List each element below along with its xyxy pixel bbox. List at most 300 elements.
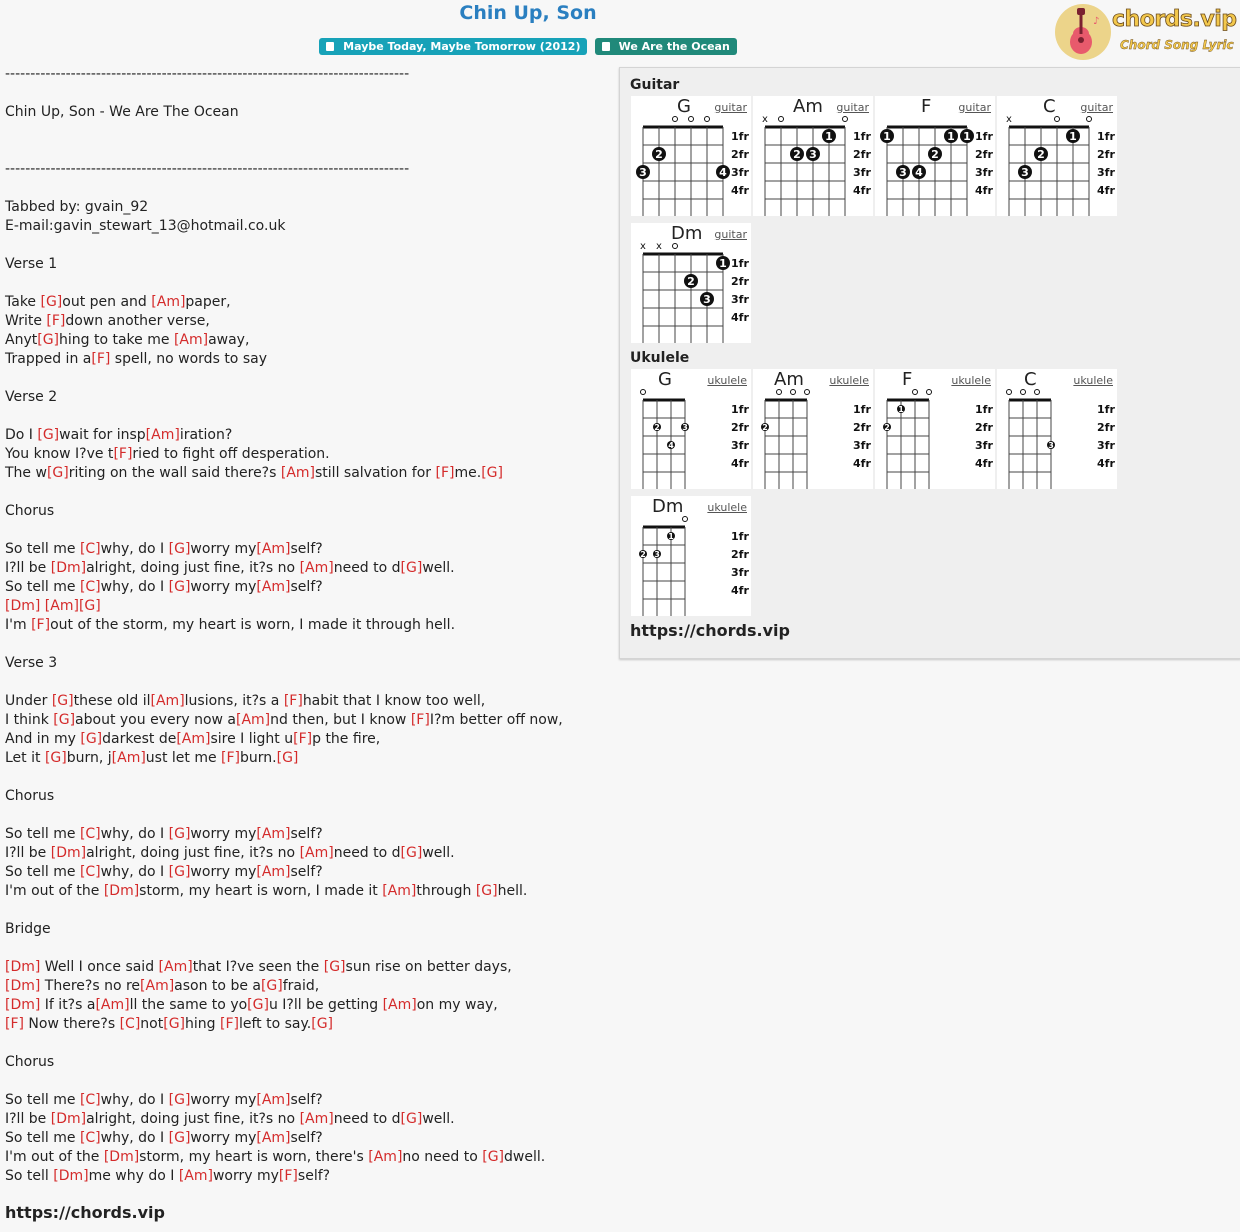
instrument-link[interactable]: guitar [958, 101, 991, 114]
lyric-text: down another verse, [65, 313, 210, 329]
lyric-text: I?ll be [5, 560, 51, 576]
lyric-text: I'm out of the [5, 1149, 104, 1165]
svg-text:3: 3 [899, 166, 907, 179]
lyric-line [5, 502, 615, 521]
fretboard-diagram [753, 96, 873, 216]
lyric-text: worry my [190, 826, 257, 842]
chord-name: G [677, 96, 691, 117]
chord-token[interactable]: [G] [37, 427, 60, 443]
lyric-text: out pen and [62, 294, 152, 310]
lyric-text: worry my [190, 1092, 257, 1108]
lyric-text: So tell me [5, 1092, 80, 1108]
finger-dot [716, 165, 730, 179]
lyric-text: Write [5, 313, 47, 329]
fret-number-label: 3fr [731, 166, 749, 179]
lyric-line [5, 844, 615, 863]
open-string-marker [913, 390, 918, 395]
lyric-text: The w [5, 465, 47, 481]
chord-token[interactable]: [Am] [158, 959, 193, 975]
chord-name: G [658, 369, 672, 390]
chord-token[interactable]: [Am] [256, 864, 291, 880]
lyric-line [5, 274, 615, 293]
lyric-line [5, 920, 615, 939]
lyric-text: spell, no words to say [110, 351, 267, 367]
song-title: Chin Up, Son [459, 2, 597, 24]
chord-token[interactable]: [Am] [44, 598, 79, 614]
lyric-text: why, do I [100, 864, 169, 880]
finger-dot [1018, 165, 1032, 179]
open-string-marker [673, 244, 678, 249]
lyric-text: need to d [333, 560, 401, 576]
chord-token[interactable]: [G] [80, 731, 103, 747]
lyric-line [5, 958, 615, 977]
lyric-text: So tell [5, 1168, 54, 1184]
lyric-line [5, 882, 615, 901]
fretboard-diagram [875, 369, 995, 489]
chord-token[interactable]: [G] [168, 1130, 191, 1146]
lyric-text: worry my [212, 1168, 279, 1184]
panel-url[interactable]: https://chords.vip [630, 621, 790, 640]
chord-name: Am [774, 369, 804, 390]
chord-token[interactable]: [G] [44, 750, 67, 766]
lyric-line [5, 255, 615, 274]
chord-token[interactable]: [G] [475, 883, 498, 899]
muted-string-marker: x [762, 114, 768, 125]
chord-token[interactable]: [G] [37, 332, 60, 348]
lyric-text: lusions, it?s a [184, 693, 284, 709]
chord-token[interactable]: [F] [91, 351, 111, 367]
lyric-line [5, 331, 615, 350]
chord-token[interactable]: [G] [247, 997, 269, 1013]
album-badge[interactable] [319, 38, 587, 55]
lyric-line [5, 407, 615, 426]
chord-token[interactable]: [G] [400, 845, 423, 861]
chord-token[interactable]: [G] [168, 826, 191, 842]
instrument-link[interactable]: ukulele [707, 501, 747, 514]
chord-token[interactable]: [F] [5, 1016, 24, 1032]
chord-card-c-guitar[interactable] [997, 96, 1117, 216]
lyric-text: fraid, [282, 978, 320, 994]
lyric-text: need to d [333, 845, 401, 861]
chord-token[interactable]: [Am] [95, 997, 130, 1013]
lyric-text: self? [290, 541, 323, 557]
chord-card-c-ukulele[interactable] [997, 369, 1117, 489]
lyric-text: me. [454, 465, 482, 481]
lyric-text: storm, my heart is worn, I made it [139, 883, 383, 899]
lyric-line [5, 996, 615, 1015]
chord-card-f-ukulele[interactable] [875, 369, 995, 489]
lyric-text: And in my [5, 731, 81, 747]
logo-tagline: Chord Song Lyric [1120, 38, 1234, 52]
fret-number-label: 1fr [731, 403, 749, 416]
finger-dot [1066, 129, 1080, 143]
fret-number-label: 1fr [731, 257, 749, 270]
lyric-text: away, [208, 332, 250, 348]
chord-token[interactable]: [F] [410, 712, 430, 728]
open-string-marker [805, 390, 810, 395]
fret-number-label: 1fr [853, 130, 871, 143]
lyric-text: about you every now a [75, 712, 236, 728]
chord-token[interactable]: [Dm] [50, 1111, 87, 1127]
lyric-line [5, 312, 615, 331]
chord-token[interactable]: [Am] [151, 294, 186, 310]
fret-number-label: 2fr [731, 421, 749, 434]
lyric-line [5, 369, 615, 388]
lyric-line [5, 1148, 615, 1167]
chord-token[interactable]: [F] [435, 465, 455, 481]
finger-dot [960, 129, 974, 143]
fretboard-diagram [997, 96, 1117, 216]
lyric-line [5, 483, 615, 502]
instrument-link[interactable]: guitar [836, 101, 869, 114]
lyric-text: Take [5, 294, 41, 310]
lyric-text: So tell me [5, 541, 80, 557]
open-string-marker [843, 117, 848, 122]
svg-text:3: 3 [1021, 166, 1029, 179]
finger-dot [897, 405, 905, 414]
chord-token[interactable]: [Am] [173, 332, 209, 348]
lyric-line [5, 1110, 615, 1129]
open-string-marker [673, 117, 678, 122]
lyric-text: I think [5, 712, 54, 728]
open-string-marker [791, 390, 796, 395]
chord-token[interactable]: [C] [79, 1092, 101, 1108]
fretboard-diagram [631, 496, 751, 616]
chord-token[interactable]: [Am] [176, 731, 211, 747]
chord-name: Dm [652, 496, 684, 517]
fret-number-label: 3fr [975, 166, 993, 179]
artist-badge[interactable] [595, 38, 737, 55]
lyric-text: self? [290, 1130, 323, 1146]
lyric-line [5, 198, 615, 217]
lyric-text: Chorus [5, 788, 55, 804]
guitar-heading: Guitar [630, 77, 680, 93]
chord-token[interactable]: [C] [79, 1130, 101, 1146]
lyric-line [5, 236, 615, 255]
lyric-text: self? [290, 579, 323, 595]
chord-token[interactable]: [G] [323, 959, 346, 975]
chord-token[interactable]: [G] [53, 712, 76, 728]
instrument-link[interactable]: ukulele [951, 374, 991, 387]
chord-token[interactable]: [F] [46, 313, 66, 329]
chord-token[interactable]: [G] [163, 1016, 186, 1032]
open-string-marker [705, 117, 710, 122]
finger-dot [700, 292, 714, 306]
lyric-text: Under [5, 693, 52, 709]
fret-number-label: 3fr [1097, 439, 1115, 452]
lyric-line [5, 749, 615, 768]
chord-token[interactable]: [F] [31, 617, 51, 633]
lyric-text: storm, my heart is worn, there's [139, 1149, 369, 1165]
instrument-link[interactable]: ukulele [707, 374, 747, 387]
fret-number-label: 1fr [975, 130, 993, 143]
lyric-text: -------------------------------------------------------------------------------- [5, 66, 410, 82]
svg-text:1: 1 [1069, 130, 1077, 143]
chord-token[interactable]: [Dm] [5, 997, 41, 1013]
chord-token[interactable]: [Dm] [5, 598, 41, 614]
lyric-line [5, 141, 615, 160]
lyric-text: burn, j [66, 750, 112, 766]
fret-number-label: 2fr [1097, 421, 1115, 434]
chord-token[interactable]: [Am] [368, 1149, 403, 1165]
fret-number-label: 2fr [975, 148, 993, 161]
instrument-link[interactable]: ukulele [829, 374, 869, 387]
lyric-text: well. [422, 845, 455, 861]
instrument-link[interactable]: guitar [714, 228, 747, 241]
fret-number-label: 3fr [853, 439, 871, 452]
lyric-text: paper, [185, 294, 231, 310]
lyric-text: out of the storm, my heart is worn, I made it through hell. [50, 617, 456, 633]
lyric-text: darkest de [102, 731, 177, 747]
lyric-line [5, 521, 615, 540]
open-string-marker [683, 517, 688, 522]
chord-token[interactable]: [Am] [256, 541, 291, 557]
svg-text:1: 1 [883, 130, 891, 143]
svg-text:2: 2 [1037, 148, 1045, 161]
chord-token[interactable]: [F] [113, 446, 133, 462]
lyric-text: So tell me [5, 864, 80, 880]
chord-token[interactable]: [F] [278, 1168, 298, 1184]
fret-number-label: 3fr [731, 293, 749, 306]
lyric-line [5, 464, 615, 483]
chord-token[interactable]: [Dm] [103, 883, 140, 899]
lyric-text: E-mail:gavin_stewart_13@hotmail.co.uk [5, 218, 286, 234]
lyric-text: sun rise on better days, [345, 959, 512, 975]
chord-token[interactable]: [G] [168, 864, 191, 880]
chord-token[interactable]: [Am] [140, 978, 175, 994]
fretboard-diagram [631, 96, 751, 216]
chord-token[interactable]: [C] [79, 826, 101, 842]
chord-token[interactable]: [C] [79, 579, 101, 595]
chord-token[interactable]: [Dm] [50, 560, 87, 576]
chord-token[interactable]: [Dm] [53, 1168, 89, 1184]
svg-text:4: 4 [668, 441, 674, 450]
lyric-text: ust let me [145, 750, 222, 766]
fret-number-label: 3fr [975, 439, 993, 452]
finger-dot [667, 441, 675, 450]
chord-card-am-ukulele[interactable] [753, 369, 873, 489]
chord-card-am-guitar[interactable] [753, 96, 873, 216]
chord-name: Dm [671, 223, 703, 244]
lyric-line [5, 445, 615, 464]
lyric-line [5, 635, 615, 654]
chord-token[interactable]: [Dm] [50, 845, 87, 861]
chord-token[interactable]: [G] [311, 1016, 334, 1032]
chord-token[interactable]: [Am] [111, 750, 146, 766]
lyric-line [5, 103, 615, 122]
fret-number-label: 3fr [1097, 166, 1115, 179]
svg-text:1: 1 [668, 532, 674, 541]
chord-token[interactable]: [G] [400, 560, 423, 576]
lyric-text: So tell me [5, 1130, 80, 1146]
lyric-text: Do I [5, 427, 38, 443]
lyric-text: burn. [240, 750, 277, 766]
open-string-marker [1007, 390, 1012, 395]
lyric-text: sire I light u [210, 731, 294, 747]
svg-text:♪: ♪ [1093, 16, 1100, 27]
chord-token[interactable]: [Am] [382, 883, 417, 899]
lyric-text: through [416, 883, 476, 899]
svg-text:1: 1 [719, 257, 727, 270]
fret-number-label: 4fr [853, 184, 871, 197]
lyric-text: dwell. [504, 1149, 546, 1165]
book-icon [326, 42, 334, 51]
album-label: Maybe Today, Maybe Tomorrow (2012) [343, 40, 581, 53]
chord-token[interactable]: [F] [221, 750, 241, 766]
lyric-text: worry my [190, 541, 257, 557]
chord-token[interactable]: [Am] [145, 427, 180, 443]
lyric-line [5, 1015, 615, 1034]
chord-token[interactable]: [F] [220, 1016, 239, 1032]
footer-url[interactable]: https://chords.vip [5, 1203, 165, 1222]
chord-token[interactable]: [Am] [256, 579, 291, 595]
lyric-text: why, do I [100, 579, 169, 595]
fretboard-diagram [997, 369, 1117, 489]
svg-text:2: 2 [884, 423, 890, 432]
instrument-link[interactable]: guitar [714, 101, 747, 114]
lyric-text: well. [422, 1111, 455, 1127]
chord-token[interactable]: [G] [168, 1092, 191, 1108]
finger-dot [806, 147, 820, 161]
svg-text:2: 2 [640, 550, 646, 559]
chord-token[interactable]: [G] [78, 598, 101, 614]
chord-token[interactable]: [G] [260, 978, 283, 994]
site-logo[interactable] [1054, 4, 1240, 64]
lyric-text: worry my [190, 1130, 257, 1146]
lyric-line [5, 1129, 615, 1148]
finger-dot [716, 256, 730, 270]
lyric-line [5, 160, 615, 179]
chord-card-g-guitar[interactable] [631, 96, 751, 216]
chord-token[interactable]: [G] [168, 579, 191, 595]
lyric-text: alright, doing just fine, it?s no [86, 845, 300, 861]
lyric-text: I?ll be [5, 845, 51, 861]
lyric-text: Chorus [5, 1054, 55, 1070]
chord-token[interactable]: [Am] [236, 712, 271, 728]
lyric-line [5, 977, 615, 996]
chord-token[interactable]: [Am] [178, 1168, 213, 1184]
svg-text:3: 3 [682, 423, 688, 432]
lyric-text: Bridge [5, 921, 51, 937]
chord-card-g-ukulele[interactable] [631, 369, 751, 489]
lyric-text: need to d [333, 1111, 401, 1127]
guitar-logo-icon [1055, 4, 1111, 60]
lyric-text: these old il [73, 693, 151, 709]
chord-token[interactable]: [Dm] [103, 1149, 140, 1165]
svg-text:2: 2 [762, 423, 768, 432]
chord-token[interactable]: [Am] [256, 1092, 291, 1108]
artist-label: We Are the Ocean [618, 40, 730, 53]
chord-token[interactable]: [Am] [299, 1111, 334, 1127]
song-badges [0, 35, 1056, 55]
finger-dot [636, 165, 650, 179]
instrument-link[interactable]: guitar [1080, 101, 1113, 114]
chord-token[interactable]: [G] [168, 541, 191, 557]
lyric-line [5, 597, 615, 616]
lyric-text: Chorus [5, 503, 55, 519]
finger-dot [667, 532, 675, 541]
lyric-text: me why do I [88, 1168, 179, 1184]
svg-text:3: 3 [1048, 441, 1054, 450]
chord-token[interactable]: [Am] [150, 693, 185, 709]
chord-token[interactable]: [C] [79, 541, 101, 557]
chord-token[interactable]: [Am] [280, 465, 315, 481]
chord-token[interactable]: [Dm] [5, 959, 41, 975]
chord-token[interactable]: [G] [400, 1111, 423, 1127]
lyric-text: I?ll be [5, 1111, 51, 1127]
fret-number-label: 4fr [975, 457, 993, 470]
svg-text:4: 4 [915, 166, 923, 179]
chord-name: F [921, 96, 932, 117]
chord-token[interactable]: [Am] [256, 1130, 291, 1146]
lyric-text: u I?ll be getting [268, 997, 383, 1013]
svg-text:1: 1 [825, 130, 833, 143]
open-string-marker [1087, 117, 1092, 122]
finger-dot [639, 550, 647, 559]
chord-token[interactable]: [C] [79, 864, 101, 880]
lyric-text: I?m better off now, [429, 712, 563, 728]
chord-token[interactable]: [F] [283, 693, 303, 709]
chord-card-dm-ukulele[interactable] [631, 496, 751, 616]
open-string-marker [1035, 390, 1040, 395]
lyric-text: Now there?s [23, 1016, 120, 1032]
instrument-link[interactable]: ukulele [1073, 374, 1113, 387]
svg-text:2: 2 [931, 148, 939, 161]
chord-card-f-guitar[interactable] [875, 96, 995, 216]
lyric-text: iration? [179, 427, 233, 443]
lyric-text: Anyt [5, 332, 38, 348]
lyric-text: Tabbed by: gvain_92 [5, 199, 149, 215]
chord-token[interactable]: [G] [482, 1149, 505, 1165]
svg-text:1: 1 [898, 405, 904, 414]
chord-token[interactable]: [Am] [256, 826, 291, 842]
lyric-line [5, 692, 615, 711]
open-string-marker [1021, 390, 1026, 395]
lyric-text: worry my [190, 864, 257, 880]
chord-token[interactable]: [G] [51, 693, 74, 709]
lyric-text: Trapped in a [5, 351, 92, 367]
finger-dot [684, 274, 698, 288]
lyric-text: well. [422, 560, 455, 576]
lyric-line [5, 901, 615, 920]
chord-token[interactable]: [G] [481, 465, 503, 481]
lyric-line [5, 654, 615, 673]
fret-number-label: 1fr [1097, 403, 1115, 416]
chord-token[interactable]: [F] [293, 731, 313, 747]
chord-token[interactable]: [Am] [299, 560, 334, 576]
lyric-line [5, 84, 615, 103]
open-string-marker [1055, 117, 1060, 122]
chord-token[interactable]: [Am] [382, 997, 417, 1013]
chord-token[interactable]: [Dm] [5, 978, 41, 994]
chord-card-dm-guitar[interactable] [631, 223, 751, 343]
chord-name: C [1043, 96, 1056, 117]
chord-token[interactable]: [Am] [299, 845, 334, 861]
muted-string-marker: x [640, 241, 646, 252]
fretboard-diagram [631, 369, 751, 489]
chord-token[interactable]: [G] [276, 750, 299, 766]
lyric-text: worry my [190, 579, 257, 595]
chord-token[interactable]: [C] [119, 1016, 141, 1032]
lyric-line [5, 616, 615, 635]
fret-number-label: 4fr [731, 311, 749, 324]
chord-token[interactable]: [G] [46, 465, 69, 481]
fret-number-label: 3fr [731, 439, 749, 452]
lyric-text: self? [290, 864, 323, 880]
finger-dot [652, 147, 666, 161]
lyric-line [5, 1072, 615, 1091]
chord-token[interactable]: [G] [40, 294, 63, 310]
